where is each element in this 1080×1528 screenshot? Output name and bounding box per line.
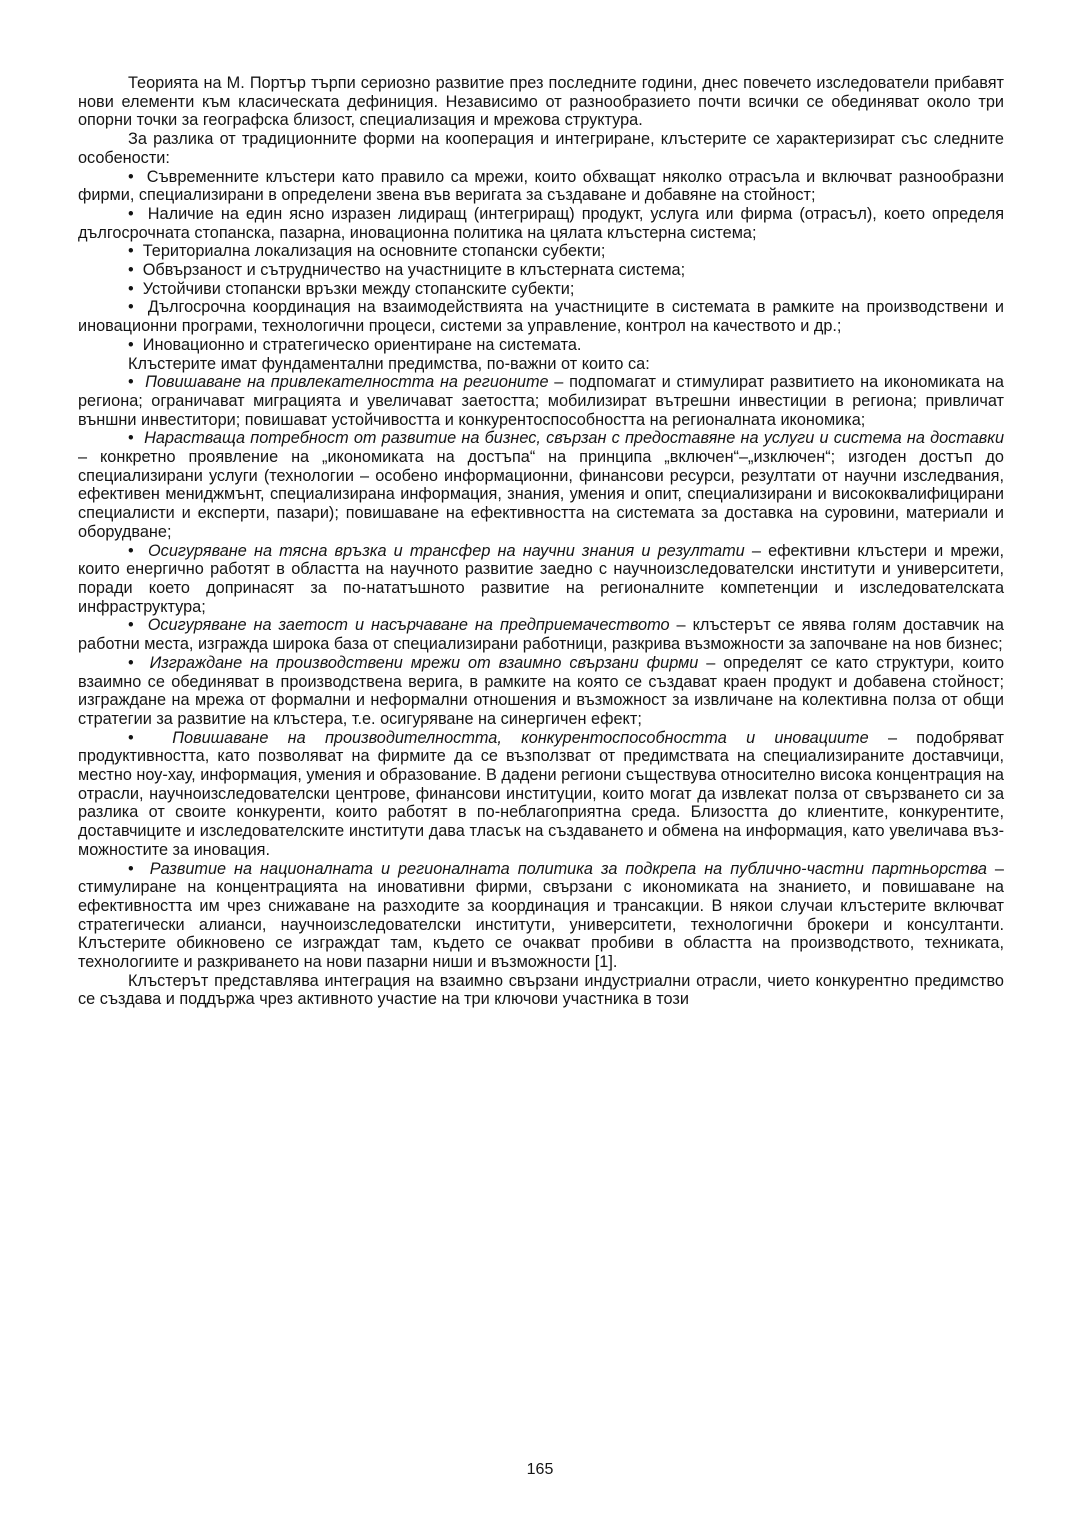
advantage-item — [78, 429, 1004, 541]
paragraph: Клъстерите имат фундаментални предимства, по-важни от които са: — [128, 354, 650, 373]
advantage-text: – подпомагат и стимулират развитието на икономиката на региона; ограничават миграцията и увеличават заетостта; мобилизират вътрешни инвестиции в региона; привличат външни инвеститори; повишават устойчивостта и конкурентоспособността на регионалната икономика; — [78, 373, 1004, 429]
paragraph: Клъстерът представлява интеграция на взаимно свързани индустриални отрасли, чието конкурентно предимство се създава и поддържа чрез активното участие на три ключови участника в този — [78, 971, 1004, 1009]
advantage-title: Осигуряване на тясна връзка и трансфер на научни знания и резултати — [148, 541, 745, 560]
bullet-item: • Съвременните клъстери като правило са мрежи, които обхващат няколко отрасъла и включват разнообразни фирми, специализирани в определени звена във веригата за създаване и добавяне на стойност; — [78, 168, 1004, 205]
advantage-text: – клъстерът се явява голям доставчик на работни места, изгражда широка база от специализирани работници, разкрива възможности за започване на нов бизнес; — [78, 616, 1004, 654]
advantage-text: – определят се като структури, които взаимно се обединяват в производствена верига, в рамките на която се създават краен продукт и добавена стойност; изграждане на мрежа от формални и неформални отношения и възможност за извличане на колективна полза от общи стратегии за развитие на клъстера, т.е. осигуряване на синергичен ефект; — [78, 653, 1005, 728]
advantage-item — [78, 729, 1004, 860]
advantage-title: Повишаване на привлекателността на регионите — [145, 373, 549, 392]
paragraph: Теорията на М. Портър търпи сериозно развитие през последните години, днес повечето изследователи прибавят нови елементи към класическата дефиниция. Независимо от разнообразието почти всички се обединяват около три опорни точки за географска близост, специализация и мрежова структура. — [78, 74, 1004, 130]
advantage-item — [78, 860, 1004, 972]
advantage-item — [78, 616, 1004, 653]
bullet-item: • Териториална локализация на основните стопански субекти; — [78, 242, 1004, 261]
advantage-item — [78, 654, 1004, 729]
advantage-title: Изграждане на производствени мрежи от взаимно свързани фирми — [149, 653, 699, 672]
advantage-text: – ефективни клъстери и мрежи, които енергично работят в областта на научното развитие заедно с научноизследователски институти и университети, поради което допринасят за по-нататъшното развитие на регионалните компетенции и изследователската инфраструктура; — [78, 541, 1004, 616]
advantage-text: – конкретно проявление на „икономиката на достъпа“ на принципа „включен“–„изключен“; изгоден достъп до специализирани услуги (технологии – особено информационни, финансови ресурси, резултати от научни изследвания, ефективен мениджмънт, специализирана информация, знания, умения и опит, специализирани и висококвалифицирани специалисти и експерти, пазари); повишаване на ефективността на системата за доставка на суровини, материали и оборудване; — [78, 448, 1004, 541]
page-body — [78, 74, 1004, 1009]
advantage-title: Нарастваща потребност от развитие на бизнес, свързан с предоставяне на услуги и система на доставки — [144, 429, 1005, 448]
page-number: 165 — [526, 1461, 554, 1478]
bullet-item: • Дългосрочна координация на взаимодействията на участниците в системата в рамките на производствени и иновационни програми, технологични процеси, системи за управление, контрол на качеството и др.; — [78, 298, 1004, 335]
advantage-text: – подобряват продуктивността, като позволяват на фирмите да се възползват от предимствата на специализираните доставчици, местно ноу-хау, информация, умения и образование. В дадени региони съществува относително висока концентрация на отрасли, научноизследователски центрове, финансови институции, които могат да извлекат полза от свързването си за разлика от своите конкуренти, които работят в по-неблагоприятна среда. Близостта до клиентите, конкурентите, доставчиците и изследователските институти дава тласък на създаването и обмена на информация, като увеличава възможностите за иновация. — [78, 728, 1004, 859]
bullet-item: • Обвързаност и сътрудничество на участниците в клъстерната система; — [78, 261, 1004, 280]
advantage-item — [78, 373, 1004, 429]
paragraph: За разлика от традиционните форми на кооперация и интегриране, клъстерите се характеризират със следните особености: — [78, 130, 1004, 167]
advantage-title: Осигуряване на заетост и насърчаване на предприемачеството — [147, 616, 670, 635]
advantage-title: Повишаване на производителността, конкурентоспособността и иновациите — [172, 728, 869, 747]
bullet-item: • Иновационно и стратегическо ориентиране на системата. — [78, 336, 1004, 355]
bullet-item: • Устойчиви стопански връзки между стопанските субекти; — [78, 280, 1004, 299]
advantage-title: Развитие на националната и регионалната политика за подкрепа на публично-частни партньорства — [149, 859, 987, 878]
advantage-text: – стимулиране на концентрацията на иновативни фирми, свързани с икономиката на знанието, и повишаване на ефективността им чрез снижаване на разходите за координация и трансакции. В някои случаи клъстерите включват стратегически алианси, научноизследователски институти, университети, технологични брокери и консултанти. Клъстерите обикновено се изграждат там, където се очакват пробиви в областта на производството, техниката, технологиите и разкриването на нови пазарни ниши и възможности [1]. — [78, 859, 1004, 972]
bullet-item: • Наличие на един ясно изразен лидиращ (интегриращ) продукт, услуга или фирма (отрасъл), което определя дългосрочната стопанска, пазарна, иновационна политика на цялата клъстерна система; — [78, 205, 1004, 242]
advantage-item — [78, 542, 1004, 617]
